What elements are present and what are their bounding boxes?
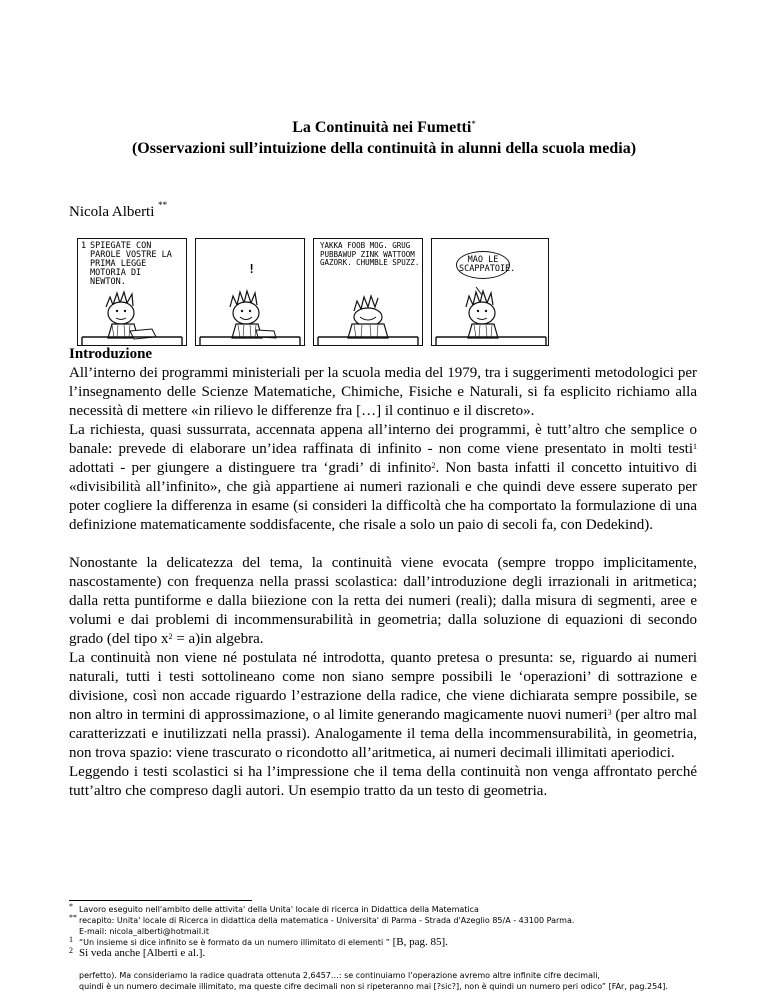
calvin-figure-icon <box>432 277 549 346</box>
footnote-ref: 3 <box>607 708 612 717</box>
comic-exclaim: ! <box>248 262 256 276</box>
panel-number: 1 <box>81 241 87 251</box>
article-body <box>69 345 697 801</box>
paragraph: All’interno dei programmi ministeriali per la scuola media del 1979, tra i suggerimenti metodologici per l’insegnamento delle Scienze Matematiche, Chimiche, Fisiche e Naturali, si fa esplicito richiamo alla necessità di mettere «in rilievo le differenze fra […] il continuo e il discreto». <box>69 365 697 419</box>
footnote-rule <box>69 900 252 901</box>
exponent: 2 <box>168 632 173 641</box>
footnote-tail: quindi è un numero decimale illimitato, ma queste cifre decimali non si ripeteranno mai [?sic?], non è quindi un numero peri odico” [FAr, pag.254]. <box>79 982 668 991</box>
title-main: La Continuità nei Fumetti <box>292 119 472 136</box>
comic-strip <box>77 238 549 348</box>
footnote-ref: 2 <box>431 461 436 470</box>
comic-balloon-4: MAO LE SCAPPATOIE. <box>456 251 510 279</box>
page-title <box>0 118 768 138</box>
comic-panel-2 <box>195 238 305 346</box>
page-subtitle: (Osservazioni sull’intuizione della continuità in alunni della scuola media) <box>131 140 637 157</box>
section-heading: Introduzione <box>69 346 153 362</box>
comic-panel-3 <box>313 238 423 346</box>
author-name: Nicola Alberti <box>69 204 155 220</box>
paragraph: Leggendo i testi scolastici si ha l’impressione che il tema della continuità non venga affrontato perché tutt’altro che compreso dagli autori. Un esempio tratto da un testo di geometria. <box>69 764 697 799</box>
title-footnote-mark: * <box>471 119 476 129</box>
comic-panel-1 <box>77 238 187 346</box>
paragraph: La richiesta, quasi sussurrata, accennata appena all’interno dei programmi, è tutt’altro che semplice o banale: prevede di elaborare un’idea raffinata di infinito - non come viene presentato in molti testi$^1$ adottati - per giungere a distinguere tra ‘gradi’ di infinito$^2$. Non basta infatti il concetto intuitivo di «divisibilità all’infinito», che già appartiene ai numeri razionali e che quindi deve essere superato per poter cogliere la differenza in esame (si consideri la difficoltà che ha comportato la formulazione di una definizione matematicamente soddisfacente, che risale a solo un paio di secoli fa, con Dedekind). <box>69 422 697 533</box>
author-line <box>69 200 168 221</box>
paragraph: Nonostante la delicatezza del tema, la continuità viene evocata (sempre troppo implicitamente, nascostamente) con frequenza nella prassi scolastica: dall’introduzione degli irrazionali in aritmetica; dalla retta puntiforme e dalla biiezione con la retta dei numeri (reali); dalla misura di segmenti, aree e volumi e dai problemi di incommensurabilità in geometria; dalla soluzione di equazioni di secondo grado (del tipo $x^2 = a)in$ algebra. <box>69 555 697 647</box>
footnote-ref: 1 <box>693 442 697 451</box>
comic-balloon-3: YAKKA FOOB MOG. GRUG PUBBAWUP ZINK WATTOOM GAZORK. CHUMBLE SPUZZ. <box>320 241 420 267</box>
calvin-figure-icon <box>314 277 423 346</box>
calvin-figure-icon <box>196 277 305 346</box>
calvin-figure-icon <box>78 277 187 346</box>
author-footnote-mark: ** <box>158 200 168 210</box>
paragraph: La continuità non viene né postulata né introdotta, quanto pretesa o presunta: se, riguardo ai numeri naturali, tutti i testi sottolineano come non siano sempre possibili le ‘operazioni’ di sottrazione e divisione, così non accade riguardo l’estrazione della radice, che viene dichiarata sempre possibile, se non altro in termini di approssimazione, o al limite generando magicamente nuovi numeri$^3$ (per altro mal caratterizzati e inutilizzati nella prassi). Analogamente il tema della incommensurabilità, in geometria, non trova spazio: viene trascurato o ricondotto all’aritmetica, ai numeri decimali illimitati aperiodici. <box>69 650 697 761</box>
comic-balloon-1: SPIEGATE CON PAROLE VOSTRE LA PRIMA LEGGE MOTORIA DI NEWTON. <box>90 241 172 287</box>
comic-panel-4 <box>431 238 549 346</box>
